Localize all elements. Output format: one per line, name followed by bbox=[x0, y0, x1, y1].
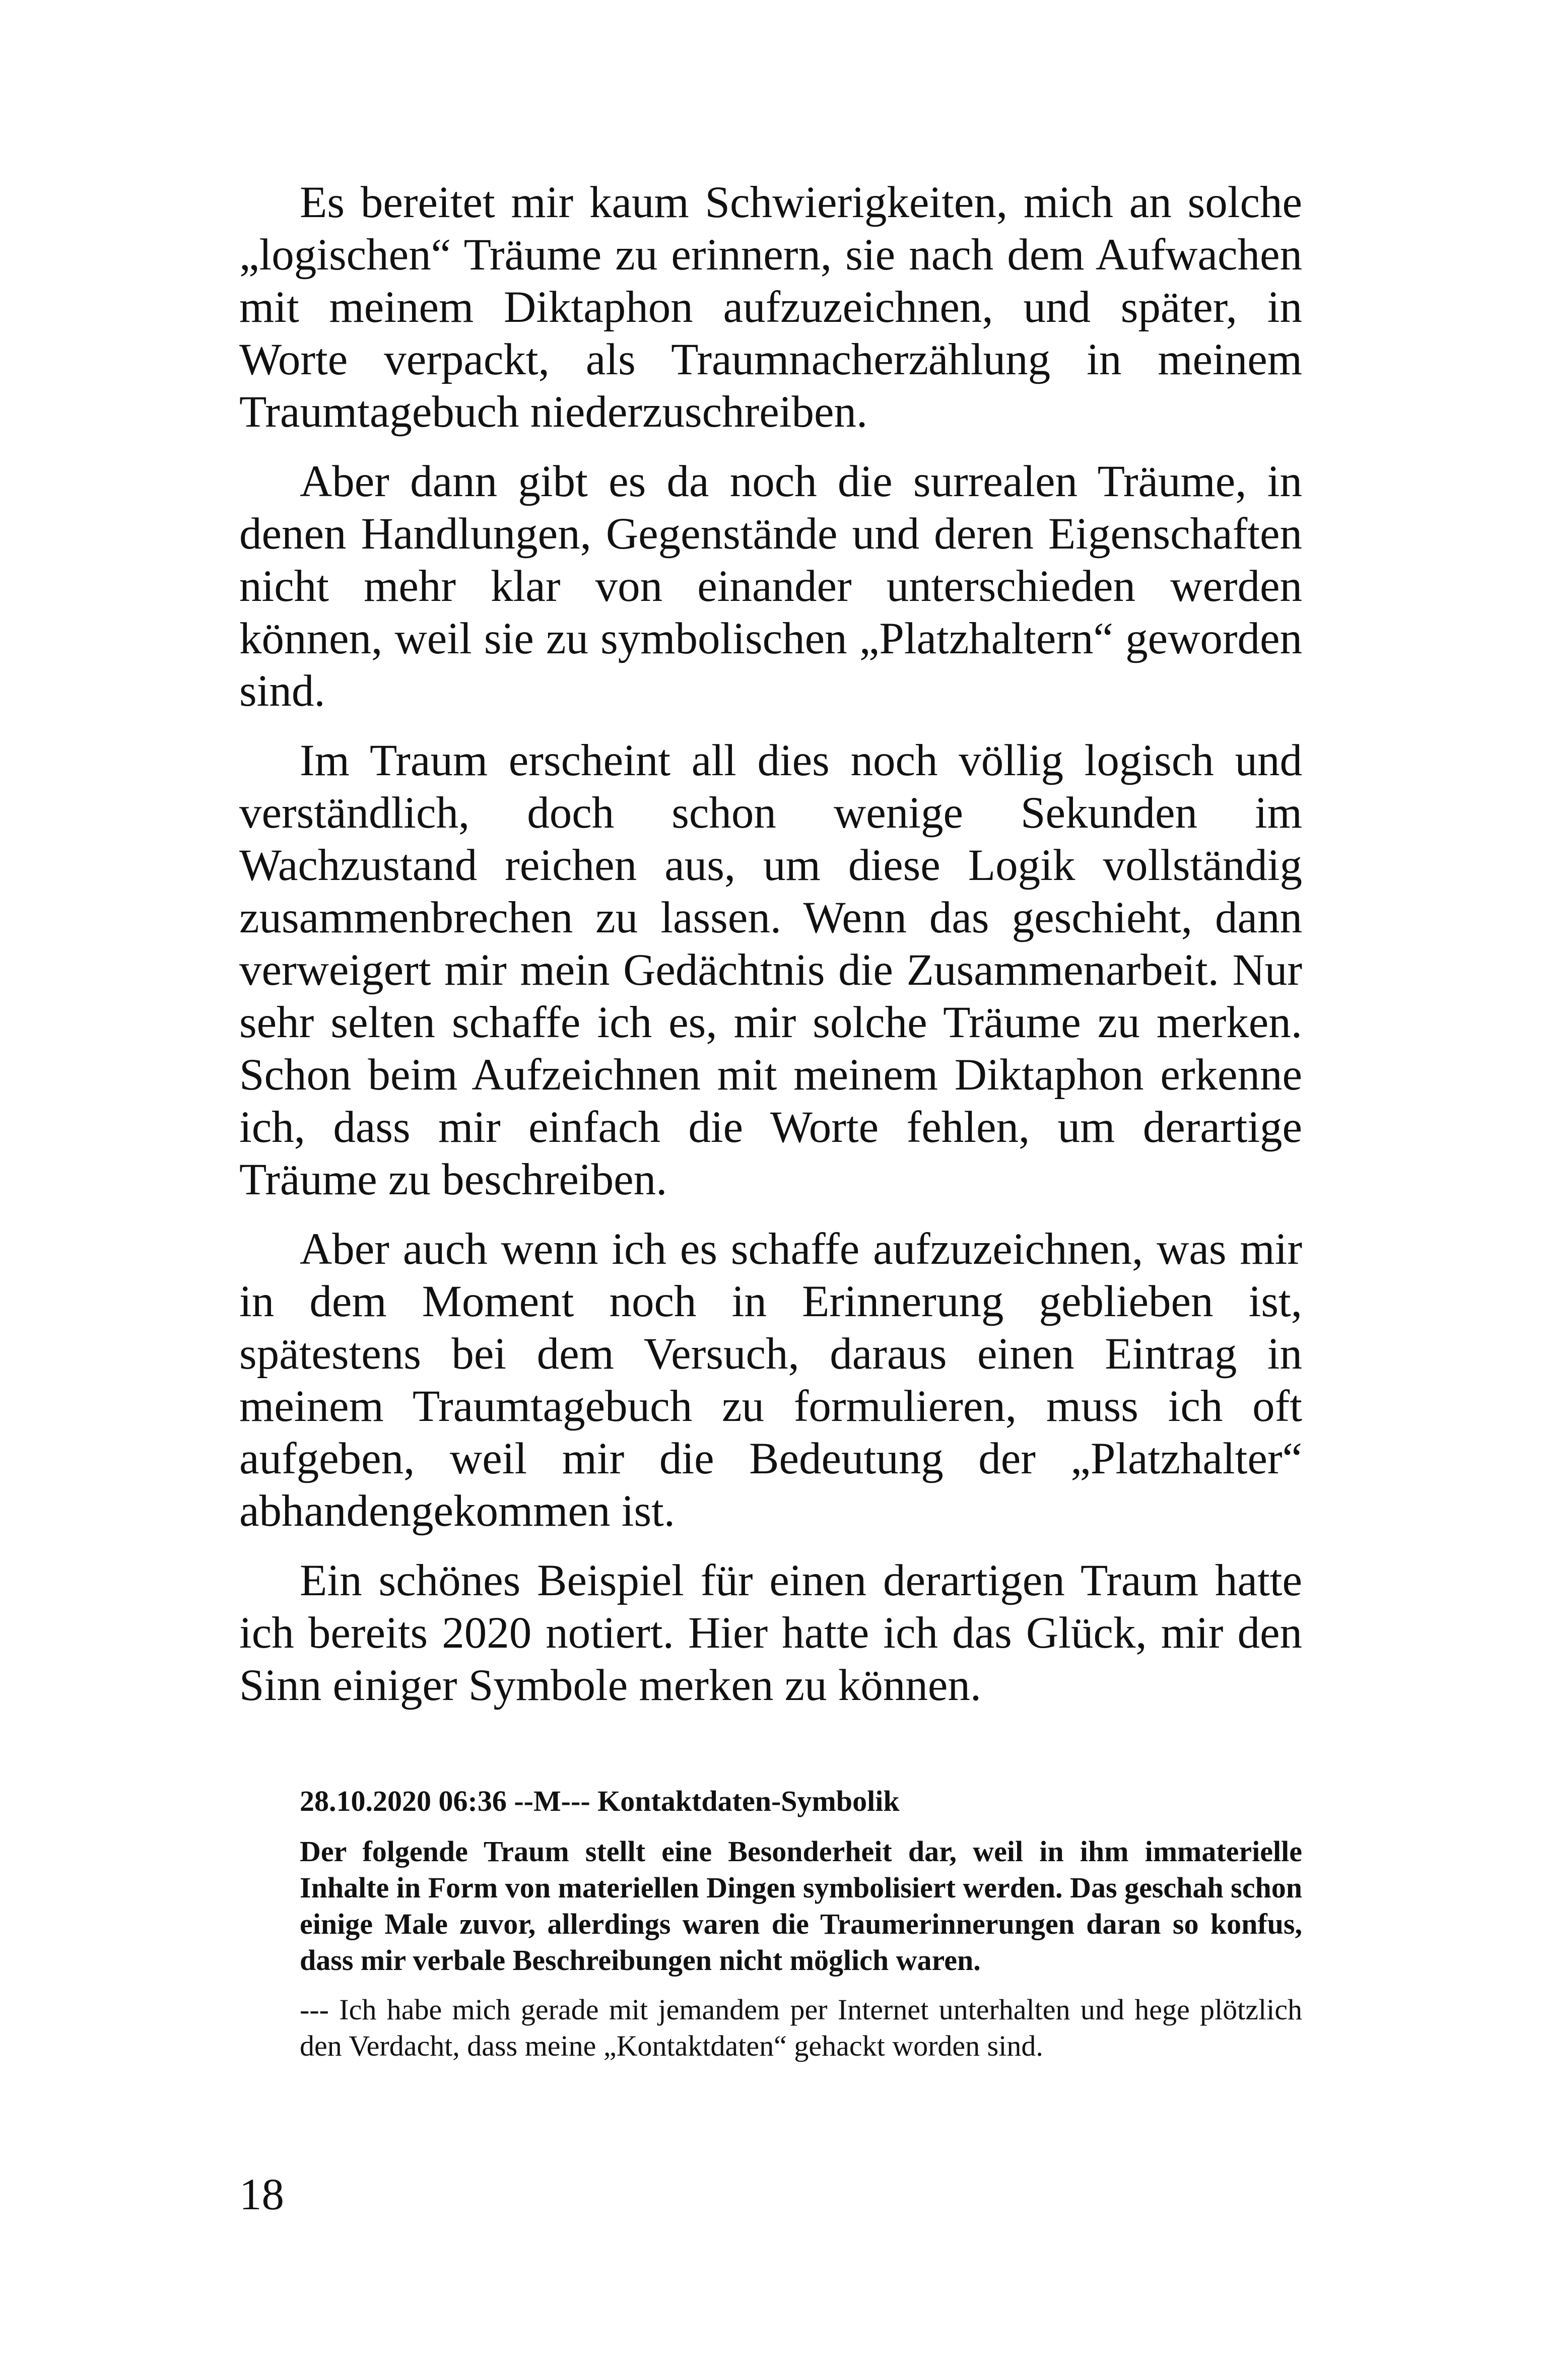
entry-text: --- Ich habe mich gerade mit jemandem per Internet unterhalten und hege plötzlich den Verdacht, dass meine „Kontaktdaten“ gehackt worden sind. bbox=[300, 1993, 1302, 2062]
paragraph-5: Ein schönes Beispiel für einen derartigen Traum hatte ich bereits 2020 notiert. Hier hatte ich das Glück, mir den Sinn einiger Symbole merken zu können. bbox=[239, 1556, 1302, 1710]
dream-diary-entry bbox=[300, 1783, 1302, 2064]
entry-intro: Der folgende Traum stellt eine Besonderheit dar, weil in ihm immaterielle Inhalte in Form von materiellen Dingen symbolisiert werden. Das geschah schon einige Male zuvor, allerdings waren die Traumerinnerungen daran so konfus, dass mir verbale Beschreibungen nicht möglich waren. bbox=[300, 1835, 1302, 1977]
page-number: 18 bbox=[239, 2170, 284, 2219]
paragraph-3: Im Traum erscheint all dies noch völlig logisch und verständlich, doch schon wenige Sekunden im Wachzustand reichen aus, um diese Logik vollständig zusammenbrechen zu lassen. Wenn das geschieht, dann verweigert mir mein Gedächtnis die Zusammenarbeit. Nur sehr selten schaffe ich es, mir solche Träume zu merken. Schon beim Aufzeichnen mit meinem Diktaphon erkenne ich, dass mir einfach die Worte fehlen, um derartige Träume zu beschreiben. bbox=[239, 736, 1302, 1204]
entry-heading: 28.10.2020 06:36 --M--- Kontaktdaten-Symbolik bbox=[300, 1785, 900, 1817]
paragraph-4: Aber auch wenn ich es schaffe aufzuzeichnen, was mir in dem Moment noch in Erinnerung geblieben ist, spätestens bei dem Versuch, daraus einen Eintrag in meinem Traumtagebuch zu formulieren, muss ich oft aufgeben, weil mir die Bedeutung der „Platzhalter“ abhandengekommen ist. bbox=[239, 1225, 1302, 1536]
main-text bbox=[239, 176, 1302, 1729]
paragraph-2: Aber dann gibt es da noch die surrealen Träume, in denen Handlungen, Gegenstände und deren Eigenschaften nicht mehr klar von einander unterschieden werden können, weil sie zu symbolischen „Platzhaltern“ geworden sind. bbox=[239, 457, 1302, 716]
paragraph-1: Es bereitet mir kaum Schwierigkeiten, mich an solche „logischen“ Träume zu erinnern, sie nach dem Aufwachen mit meinem Diktaphon aufzuzeichnen, und später, in Worte verpackt, als Traumnacherzählung in meinem Traumtagebuch niederzuschreiben. bbox=[239, 178, 1302, 437]
